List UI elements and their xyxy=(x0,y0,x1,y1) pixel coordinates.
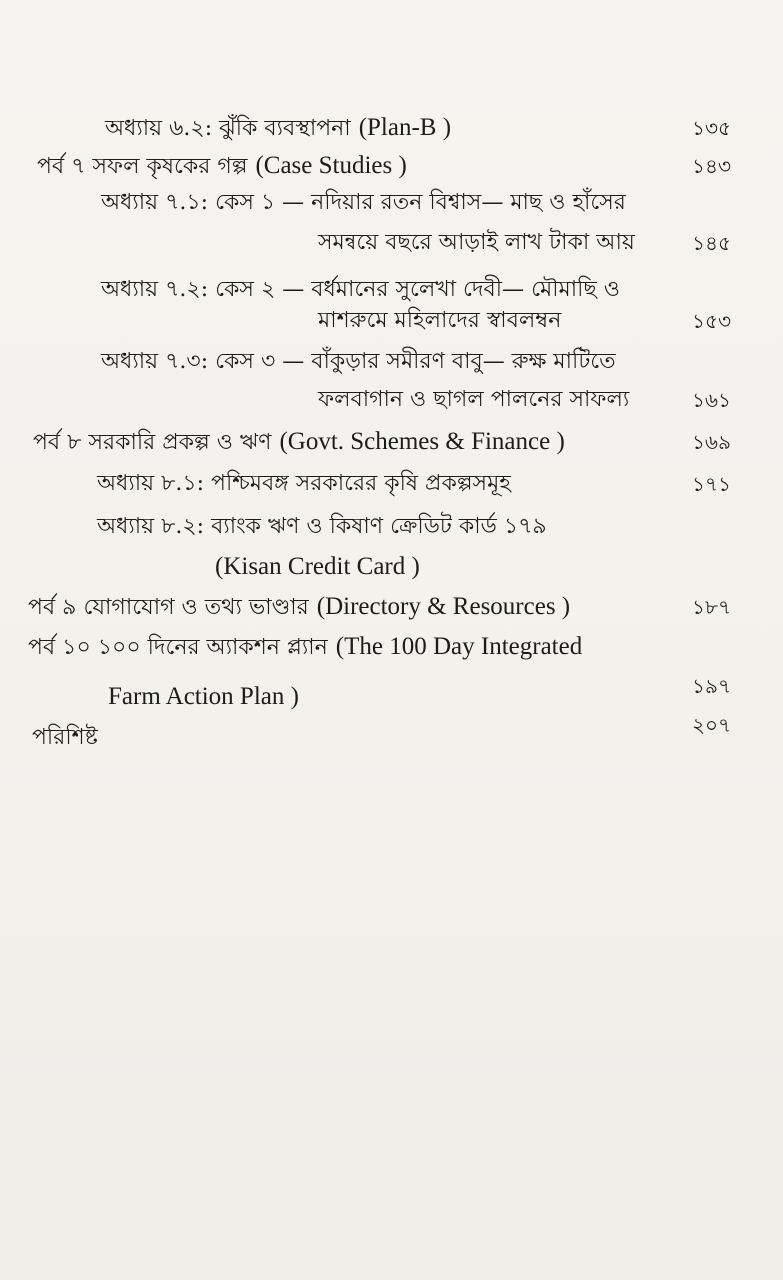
toc-page-number: ১৩৫ xyxy=(692,116,731,140)
toc-page-number: ১৪৩ xyxy=(692,154,731,178)
toc-entry-bengali-text: ফলবাগান ও ছাগল পালনের সাফল্য xyxy=(318,387,630,412)
toc-page-number: ১৬১ xyxy=(692,388,731,412)
toc-entry-bengali-text: অধ্যায় ৮.১: পশ্চিমবঙ্গ সরকারের কৃষি প্রকল্পসমূহ xyxy=(97,471,511,496)
toc-page-number: ১৪৫ xyxy=(692,231,731,255)
toc-page-number: ১৫৩ xyxy=(692,309,731,333)
toc-entry-bengali-text: অধ্যায় ৬.২: ঝুঁকি ব্যবস্থাপনা xyxy=(105,116,351,141)
toc-entry-chapter-8-1 xyxy=(97,469,511,499)
toc-entry-bengali-text: পর্ব ১০ ১০০ দিনের অ্যাকশন প্ল্যান xyxy=(28,635,328,660)
toc-page-number: ১৬৯ xyxy=(692,430,731,454)
toc-entry-bengali-text: অধ্যায় ৭.৩: কেস ৩ — বাঁকুড়ার সমীরণ বাবু— রুক্ষ মাটিতে xyxy=(101,349,616,374)
toc-entry-chapter-8-2-continued xyxy=(215,552,420,583)
toc-entry-english-text: (Plan-B ) xyxy=(358,114,452,141)
toc-entry-english-text: (The 100 Day Integrated xyxy=(335,633,583,660)
toc-entry-english-text: (Kisan Credit Card ) xyxy=(215,553,420,580)
toc-page-number: ১৮৭ xyxy=(692,595,731,619)
toc-entry-bengali-text: পর্ব ৯ যোগাযোগ ও তথ্য ভাণ্ডার xyxy=(28,595,309,620)
toc-entry-english-text: (Govt. Schemes & Finance ) xyxy=(279,428,565,455)
toc-page-number: ১৯৭ xyxy=(692,674,731,698)
toc-entry-bengali-text: পর্ব ৭ সফল কৃষকের গল্প xyxy=(37,154,248,179)
toc-entry-part-10-continued xyxy=(108,682,299,713)
toc-entry-bengali-text: পর্ব ৮ সরকারি প্রকল্প ও ঋণ xyxy=(33,430,272,455)
toc-entry-english-text: Farm Action Plan ) xyxy=(108,683,299,710)
toc-entry-part-9 xyxy=(28,592,570,623)
toc-entry-bengali-text: পরিশিষ্ট xyxy=(32,725,98,750)
toc-entry-part-10 xyxy=(28,632,582,663)
toc-page-number: ২০৭ xyxy=(691,713,731,737)
toc-entry-chapter-7-3 xyxy=(101,347,616,377)
toc-entry-part-8 xyxy=(33,427,565,458)
toc-entry-bengali-text: সমন্বয়ে বছরে আড়াই লাখ টাকা আয় xyxy=(318,230,635,255)
toc-entry-bengali-text: অধ্যায় ৭.২: কেস ২ — বর্ধমানের সুলেখা দেবী— মৌমাছি ও xyxy=(101,277,620,302)
toc-entry-chapter-6-2 xyxy=(105,113,451,144)
toc-entry-appendix xyxy=(32,723,98,753)
toc-entry-chapter-7-2-continued xyxy=(318,306,561,336)
toc-entry-chapter-7-1-continued xyxy=(318,228,635,258)
toc-entry-part-7 xyxy=(37,151,407,182)
toc-page-number: ১৭১ xyxy=(692,472,731,496)
toc-entry-english-text: (Case Studies ) xyxy=(255,152,407,179)
toc-entry-bengali-text: অধ্যায় ৮.২: ব্যাংক ঋণ ও কিষাণ ক্রেডিট কার্ড ১৭৯ xyxy=(97,514,547,539)
toc-entry-english-text: (Directory & Resources ) xyxy=(316,593,571,620)
toc-entry-chapter-7-2 xyxy=(101,275,620,305)
toc-entry-chapter-7-1 xyxy=(101,188,626,218)
toc-entry-chapter-7-3-continued xyxy=(318,385,629,415)
toc-entry-bengali-text: অধ্যায় ৭.১: কেস ১ — নদিয়ার রতন বিশ্বাস— মাছ ও হাঁসের xyxy=(101,190,626,215)
toc-entry-bengali-text: মাশরুমে মহিলাদের স্বাবলম্বন xyxy=(318,308,562,333)
toc-entry-chapter-8-2 xyxy=(97,512,547,542)
